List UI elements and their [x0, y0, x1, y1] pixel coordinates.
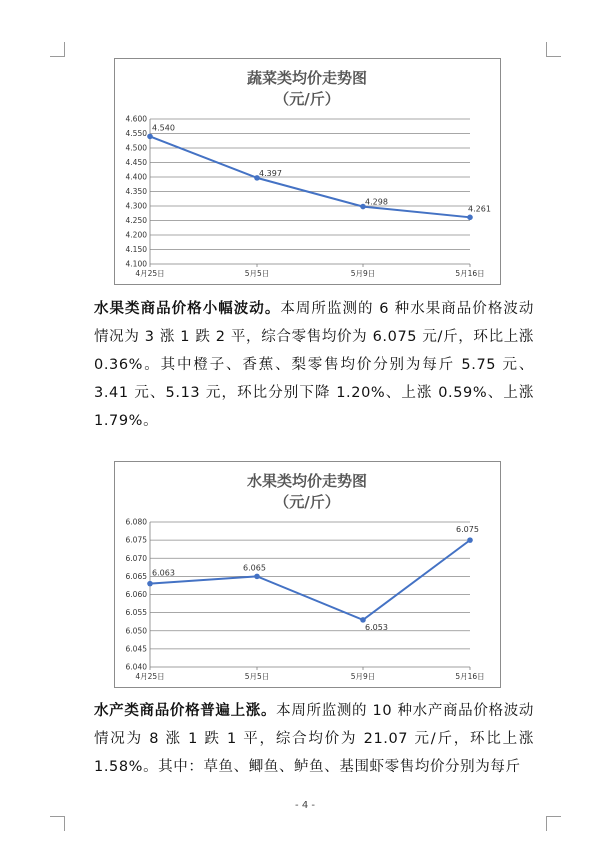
data-label: 4.540: [152, 123, 175, 133]
y-tick-label: 4.200: [125, 230, 147, 240]
y-tick-label: 6.080: [125, 517, 147, 527]
data-label: 4.261: [468, 204, 491, 214]
y-tick-label: 4.600: [125, 114, 147, 124]
x-tick-label: 5月9日: [350, 269, 376, 278]
y-tick-label: 6.050: [125, 626, 147, 636]
x-tick-label: 4月25日: [135, 672, 165, 681]
y-tick-label: 4.400: [125, 172, 147, 182]
x-tick-label: 5月16日: [455, 269, 485, 278]
data-point: [147, 581, 153, 587]
data-label: 6.075: [456, 525, 479, 535]
fruit-chart-svg: [115, 462, 500, 687]
data-label: 6.053: [365, 622, 388, 632]
y-tick-label: 6.055: [125, 608, 147, 618]
y-tick-label: 4.100: [125, 259, 147, 269]
data-point: [360, 617, 366, 623]
data-label: 4.397: [259, 168, 282, 178]
y-tick-label: 6.040: [125, 662, 147, 672]
aquatic-paragraph-body: 本周所监测的 10 种水产商品价格波动情况为 8 涨 1 跌 1 平，综合均价为 21.07 元/斤，环比上涨 1.58%。其中：草鱼、鲫鱼、鲈鱼、基围虾零售均价分别为每斤: [94, 703, 534, 775]
page-number: - 4 -: [295, 800, 315, 811]
data-label: 6.063: [152, 568, 175, 578]
vegetable-chart-svg: [115, 59, 500, 284]
x-tick-label: 5月16日: [455, 672, 485, 681]
aquatic-paragraph-lead: 水产类商品价格普遍上涨。: [94, 703, 277, 719]
fruit-paragraph: [94, 295, 534, 435]
crop-mark-top-left: [50, 42, 65, 57]
data-label: 4.298: [365, 197, 388, 207]
y-tick-label: 4.550: [125, 129, 147, 138]
chart-title-line1: 水果类均价走势图: [246, 472, 368, 490]
aquatic-paragraph: [94, 697, 534, 781]
chart-title-line1: 蔬菜类均价走势图: [246, 69, 368, 87]
x-tick-label: 5月5日: [244, 672, 270, 681]
series-line: [150, 540, 470, 620]
y-tick-label: 4.250: [125, 216, 147, 225]
chart-title-line2: （元/斤）: [274, 90, 340, 108]
vegetable-price-chart: [114, 58, 501, 285]
x-tick-label: 5月5日: [244, 269, 270, 278]
crop-mark-top-right: [546, 42, 561, 57]
y-tick-label: 6.060: [125, 590, 147, 599]
y-tick-label: 4.500: [125, 143, 147, 153]
y-tick-label: 4.150: [125, 245, 147, 254]
crop-mark-bottom-right: [546, 816, 561, 831]
crop-mark-bottom-left: [50, 816, 65, 831]
x-tick-label: 5月9日: [350, 672, 376, 681]
fruit-price-chart: [114, 461, 501, 688]
y-tick-label: 6.045: [125, 644, 147, 654]
y-tick-label: 6.075: [125, 535, 147, 545]
y-tick-label: 4.300: [125, 201, 147, 211]
y-tick-label: 6.070: [125, 553, 147, 563]
y-tick-label: 6.065: [125, 571, 147, 581]
chart-title-line2: （元/斤）: [274, 493, 340, 511]
data-point: [467, 215, 473, 221]
y-tick-label: 4.450: [125, 158, 147, 167]
fruit-paragraph-lead: 水果类商品价格小幅波动。: [94, 301, 281, 317]
data-point: [254, 574, 260, 580]
data-label: 6.065: [243, 563, 266, 573]
fruit-paragraph-body: 本周所监测的 6 种水果商品价格波动情况为 3 涨 1 跌 2 平，综合零售均价为 6.075 元/斤，环比上涨 0.36%。其中橙子、香蕉、梨零售均价分别为每斤 5.75 元、3.41 元、5.13 元，环比分别下降 1.20%、上涨 0.59%、上涨 1.79%。: [94, 301, 535, 429]
y-tick-label: 4.350: [125, 187, 147, 196]
data-point: [467, 537, 473, 543]
x-tick-label: 4月25日: [135, 269, 165, 278]
data-point: [147, 134, 153, 140]
